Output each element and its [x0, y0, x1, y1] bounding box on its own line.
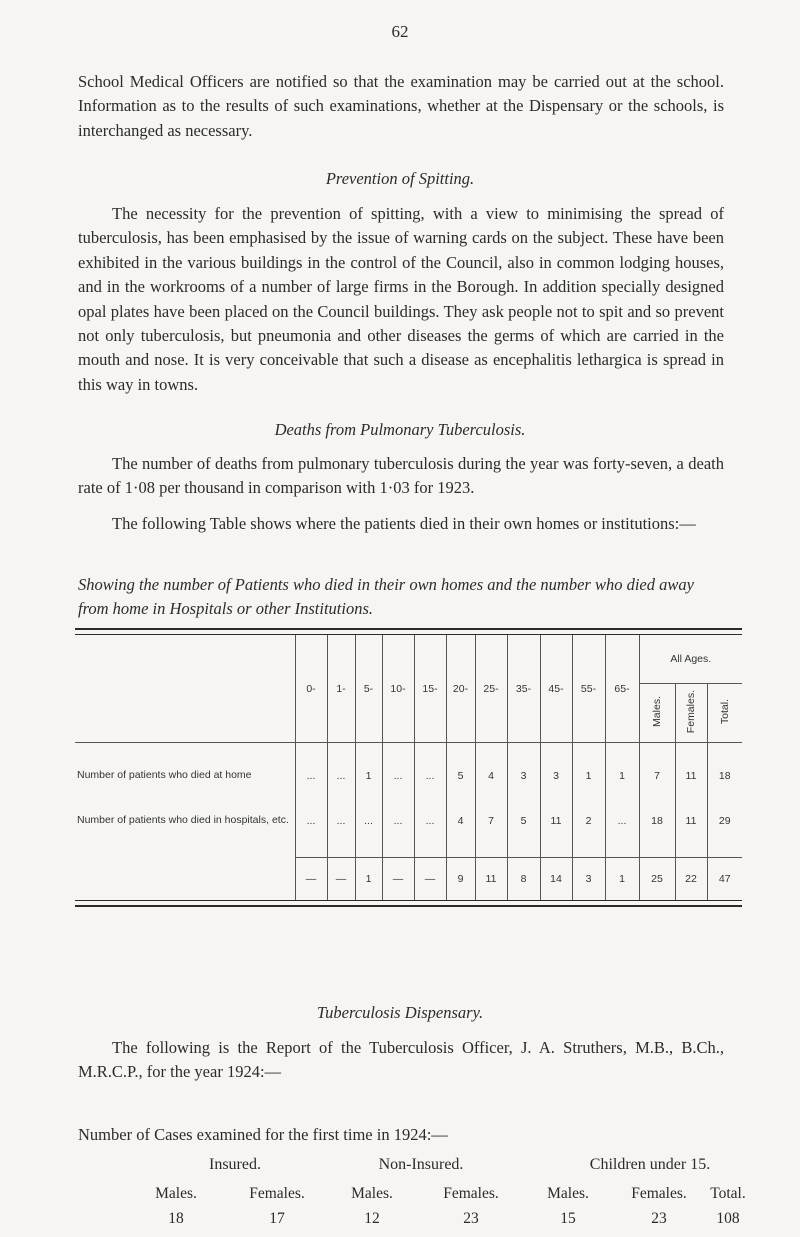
- value-children-females: 23: [651, 1210, 667, 1227]
- age-header-35: 35-: [507, 635, 540, 743]
- table-cell: 1: [355, 858, 382, 901]
- table-cell-total: 29: [707, 798, 742, 843]
- table-cell: 1: [605, 858, 639, 901]
- table-cell-total: 18: [707, 753, 742, 798]
- value-noninsured-females: 23: [463, 1210, 479, 1227]
- females-header: Females.: [685, 689, 697, 734]
- age-header-45: 45-: [540, 635, 572, 743]
- deaths-heading: Deaths from Pulmonary Tuberculosis.: [274, 420, 526, 439]
- table-cell: 4: [475, 753, 507, 798]
- table-cell: 11: [475, 858, 507, 901]
- group-non-insured: Non-Insured.: [378, 1156, 464, 1173]
- age-header-0: 0-: [295, 635, 327, 743]
- row-label-hospitals: Number of patients who died in hospitals, etc.: [77, 814, 289, 826]
- group-insured: Insured.: [209, 1156, 261, 1173]
- table-cell: 11: [540, 798, 572, 843]
- table-cell: 3: [540, 753, 572, 798]
- all-ages-header: All Ages.: [639, 635, 742, 684]
- value-insured-males: 18: [168, 1210, 184, 1227]
- col-total: Total.: [710, 1185, 746, 1202]
- col-noninsured-males: Males.: [351, 1185, 393, 1202]
- table-cell: —: [327, 858, 355, 901]
- table-cell: 9: [446, 858, 475, 901]
- table-cell: —: [414, 858, 446, 901]
- table-top-rule: [75, 628, 742, 635]
- table-cell: 5: [507, 798, 540, 843]
- table-cell: 8: [507, 858, 540, 901]
- table-cell: ...: [382, 753, 414, 798]
- table-cell: ...: [295, 753, 327, 798]
- group-children: Children under 15.: [589, 1156, 711, 1173]
- table-cell: 5: [446, 753, 475, 798]
- table-bottom-rule: [75, 900, 742, 907]
- table-intro-paragraph: The following Table shows where the patients died in their own homes or institutions:—: [112, 514, 696, 533]
- value-noninsured-males: 12: [364, 1210, 380, 1227]
- table-cell: 1: [355, 753, 382, 798]
- table-cell: 3: [572, 858, 605, 901]
- table-cell-males: 7: [639, 753, 675, 798]
- dispensary-heading: Tuberculosis Dispensary.: [316, 1003, 484, 1022]
- table-row-hospitals: [75, 798, 742, 843]
- table-caption: Showing the number of Patients who died in their own homes and the number who died away from home in Hospitals or other Institutions.: [78, 575, 694, 618]
- table-cell: —: [382, 858, 414, 901]
- table-cell: —: [295, 858, 327, 901]
- age-header-20: 20-: [446, 635, 475, 743]
- age-header-15: 15-: [414, 635, 446, 743]
- table-row-home: [75, 753, 742, 798]
- total-header: Total.: [718, 698, 731, 725]
- dispensary-paragraph: The following is the Report of the Tuberculosis Officer, J. A. Struthers, M.B., B.Ch., M.R.C.P., for the year 1924:—: [78, 1038, 724, 1082]
- table-cell: 7: [475, 798, 507, 843]
- table-cell: ...: [382, 798, 414, 843]
- intro-paragraph: School Medical Officers are notified so that the examination may be carried out at the school. Information as to the results of such examinations, whether at the Dispensary or the schools, is interchanged as necessary.: [78, 72, 724, 140]
- table-cell-males: 25: [639, 858, 675, 901]
- table-cell: ...: [414, 798, 446, 843]
- table-cell: ...: [295, 798, 327, 843]
- age-header-5: 5-: [355, 635, 382, 743]
- deaths-paragraph: The number of deaths from pulmonary tuberculosis during the year was forty-seven, a death rate of 1·08 per thousand in comparison with 1·03 for 1923.: [78, 454, 724, 498]
- table-cell: 3: [507, 753, 540, 798]
- page-number: 62: [391, 22, 409, 41]
- col-children-females: Females.: [631, 1185, 687, 1202]
- table-cell-males: 18: [639, 798, 675, 843]
- spitting-paragraph: The necessity for the prevention of spitting, with a view to minimising the spread of tuberculosis, has been emphasised by the issue of warning cards on the subject. These have been exhibited in the various buildings in the control of the Council, also in common lodging houses, and in the workrooms of a number of large firms in the Borough. In addition specially designed opal plates have been placed on the Council buildings. They ask people not to spit and so prevent not only tuberculosis, but pneumonia and other diseases the germs of which are carried in the mouth and nose. It is very conceivable that such a disease as encephalitis lethargica is spread in this way in towns.: [78, 204, 724, 394]
- table-cell: 2: [572, 798, 605, 843]
- table-cell: ...: [605, 798, 639, 843]
- table-cell: ...: [355, 798, 382, 843]
- value-total: 108: [716, 1210, 740, 1227]
- col-insured-females: Females.: [249, 1185, 305, 1202]
- deaths-table: [75, 628, 742, 907]
- table-cell: 1: [572, 753, 605, 798]
- spitting-heading: Prevention of Spitting.: [325, 169, 475, 188]
- value-insured-females: 17: [269, 1210, 285, 1227]
- table-cell: ...: [414, 753, 446, 798]
- table-cell-females: 11: [675, 798, 707, 843]
- table-cell: 14: [540, 858, 572, 901]
- table-cell-females: 11: [675, 753, 707, 798]
- age-header-1: 1-: [327, 635, 355, 743]
- age-header-65: 65-: [605, 635, 639, 743]
- table-cell: ...: [327, 798, 355, 843]
- col-children-males: Males.: [547, 1185, 589, 1202]
- table-row-totals: [75, 858, 742, 901]
- age-header-55: 55-: [572, 635, 605, 743]
- table-cell-total: 47: [707, 858, 742, 901]
- cases-title: Number of Cases examined for the first time in 1924:—: [78, 1125, 448, 1144]
- row-label-home: Number of patients who died at home: [77, 769, 252, 781]
- table-cell: 1: [605, 753, 639, 798]
- males-header: Males.: [651, 696, 663, 727]
- table-cell-females: 22: [675, 858, 707, 901]
- value-children-males: 15: [560, 1210, 576, 1227]
- age-header-25: 25-: [475, 635, 507, 743]
- col-insured-males: Males.: [155, 1185, 197, 1202]
- table-cell: 4: [446, 798, 475, 843]
- col-noninsured-females: Females.: [443, 1185, 499, 1202]
- age-header-10: 10-: [382, 635, 414, 743]
- table-cell: ...: [327, 753, 355, 798]
